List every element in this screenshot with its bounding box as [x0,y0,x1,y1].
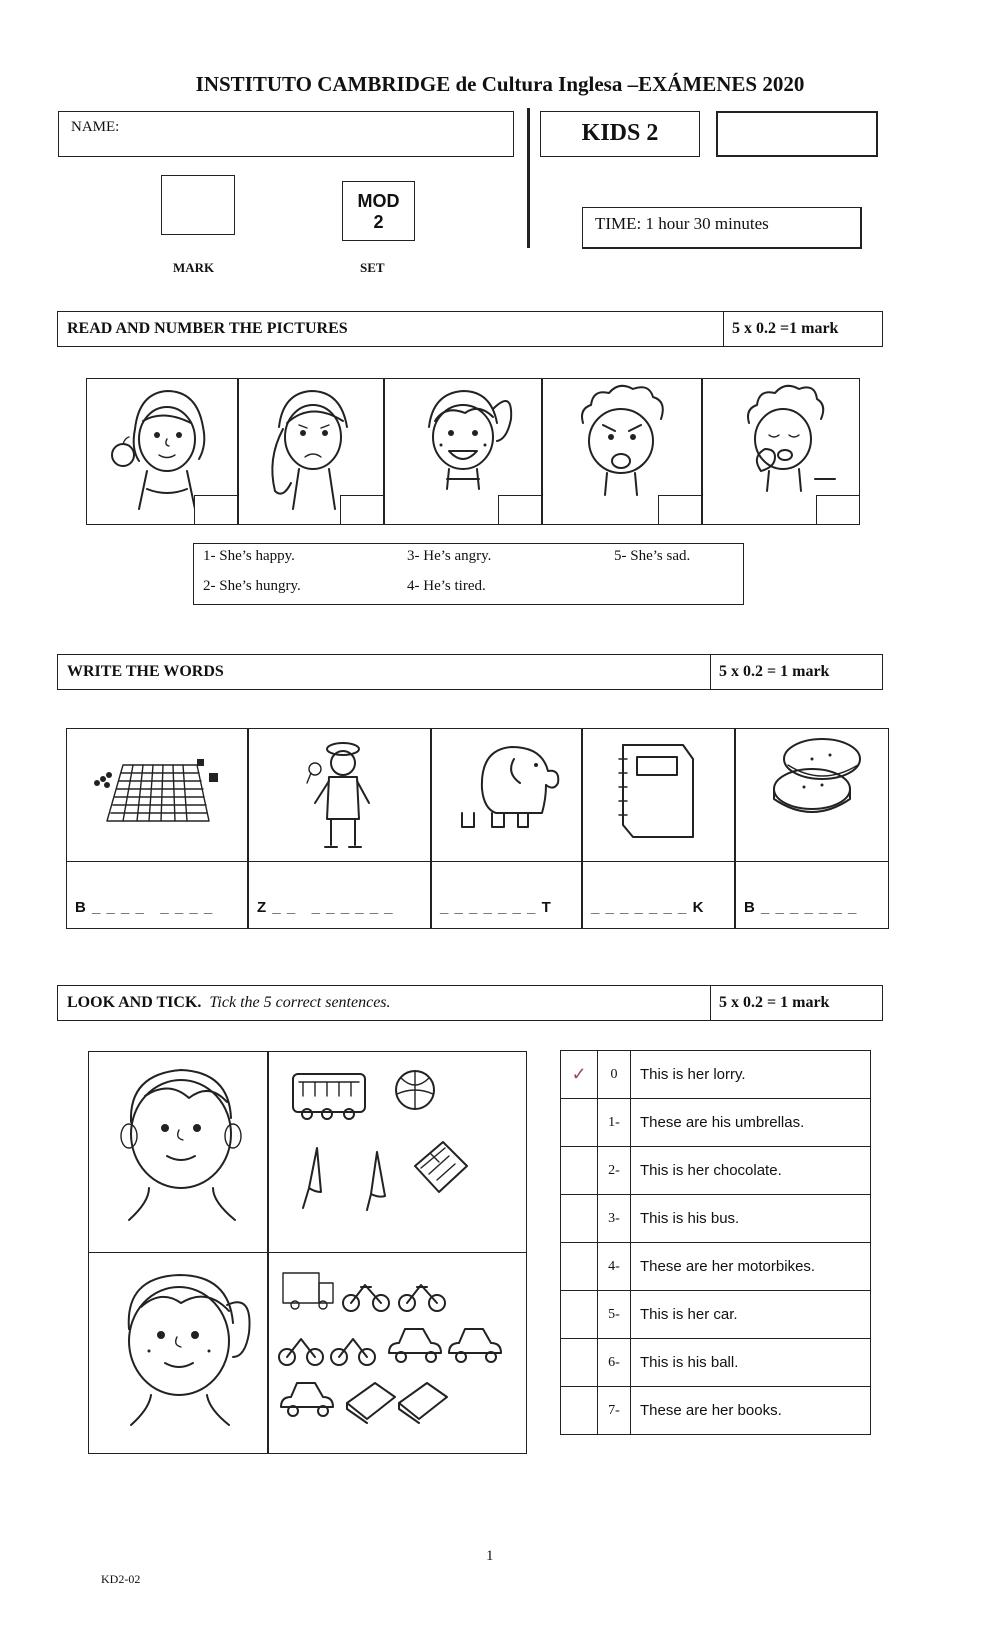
picture-elephant [431,728,582,862]
picture-happy-girl [384,378,542,525]
sentence-2: 2- She’s hungry. [203,578,301,594]
tick-row [561,1099,871,1147]
row-number: 2- [598,1147,631,1195]
tick-row [561,1147,871,1195]
boy-items [268,1051,527,1253]
boy-icon [89,1052,267,1252]
biscuits-icon [736,729,888,861]
tick-row [561,1195,871,1243]
picture-angry-boy [542,378,702,525]
section3-instruction: Tick the 5 correct sentences. [209,994,391,1011]
section1-score: 5 x 0.2 =1 mark [723,312,838,346]
time-label: TIME: 1 hour 30 minutes [582,207,862,249]
word-blank-2[interactable] [248,861,431,929]
lorry-motorbikes-cars-books-icon [269,1253,526,1453]
picture-tired-boy [702,378,860,525]
tick-box[interactable] [561,1099,598,1147]
sentence-4: 4- He’s tired. [407,578,486,594]
picture-biscuits [735,728,889,862]
row-number: 7- [598,1387,631,1435]
mod-label: MOD [357,191,400,211]
row-sentence: These are her books. [631,1387,871,1435]
bus-ball-umbrellas-chocolate-icon [269,1052,526,1252]
blank-notebook: _ _ _ _ _ _ _ K [591,899,705,916]
row-number: 3- [598,1195,631,1243]
document-code: KD2-02 [101,1572,141,1586]
row-sentence: This is her lorry. [631,1051,871,1099]
row-number: 4- [598,1243,631,1291]
notebook-icon [583,729,734,861]
row-number: 5- [598,1291,631,1339]
name-field[interactable] [58,111,514,157]
blank-biscuits: B _ _ _ _ _ _ _ [744,899,858,916]
row-sentence: This is his bus. [631,1195,871,1243]
section3-heading-wrap [67,994,391,1012]
answer-box[interactable] [658,495,702,525]
sentence-5: 5- She’s sad. [614,548,691,564]
section3-heading: LOOK AND TICK. [67,994,202,1011]
tick-row [561,1339,871,1387]
answer-box[interactable] [194,495,238,525]
set-box [342,181,415,241]
row-number: 1- [598,1099,631,1147]
row-number: 0 [598,1051,631,1099]
board-game-icon [67,729,247,861]
picture-zoo-keeper [248,728,431,862]
section1-header [57,311,883,347]
sentences-box [193,543,744,605]
mark-box[interactable] [161,175,235,235]
tick-box[interactable] [561,1243,598,1291]
tick-box[interactable] [561,1339,598,1387]
word-blank-1[interactable] [66,861,248,929]
tick-row [561,1243,871,1291]
section3-header [57,985,883,1021]
blank-zoo-keeper: Z _ _ _ _ _ _ _ _ [257,899,394,916]
sentence-1: 1- She’s happy. [203,548,295,564]
blank-board-game: B _ _ _ _ _ _ _ _ [75,899,214,916]
tick-row [561,1291,871,1339]
row-sentence: This is her car. [631,1291,871,1339]
set-label: SET [360,260,385,275]
tick-box[interactable] [561,1195,598,1243]
picture-hungry-girl [86,378,238,525]
picture-boy [88,1051,268,1253]
section2-header [57,654,883,690]
blank-elephant: _ _ _ _ _ _ _ T [440,899,552,916]
name-label: NAME: [71,119,120,135]
answer-box[interactable] [498,495,542,525]
picture-sad-girl [238,378,384,525]
word-blank-3[interactable] [431,861,582,929]
tick-box[interactable] [561,1387,598,1435]
row-sentence: These are her motorbikes. [631,1243,871,1291]
girl-items [268,1252,527,1454]
mark-label: MARK [173,260,215,275]
girl-icon [89,1253,267,1453]
row-sentence: This is her chocolate. [631,1147,871,1195]
words-pictures-row [66,728,889,862]
row-sentence: These are his umbrellas. [631,1099,871,1147]
word-blank-4[interactable] [582,861,735,929]
elephant-icon [432,729,581,861]
row-sentence: This is his ball. [631,1339,871,1387]
tick-row [561,1387,871,1435]
section2-heading: WRITE THE WORDS [67,663,224,680]
answer-box[interactable] [816,495,860,525]
picture-board-game [66,728,248,862]
tick-row [561,1051,871,1099]
header-divider [527,108,530,248]
word-blank-5[interactable] [735,861,889,929]
answer-box[interactable] [340,495,384,525]
section3-score: 5 x 0.2 = 1 mark [710,986,829,1020]
faces-row [86,378,860,525]
row-number: 6- [598,1339,631,1387]
section2-score: 5 x 0.2 = 1 mark [710,655,829,689]
exam-title: INSTITUTO CAMBRIDGE de Cultura Inglesa –EXÁMENES 2020 [195,72,805,96]
picture-girl [88,1252,268,1454]
tick-table [560,1050,871,1435]
tick-box[interactable]: ✓ [561,1051,598,1099]
tick-box[interactable] [561,1147,598,1195]
zoo-keeper-icon [249,729,430,861]
picture-notebook [582,728,735,862]
page-number: 1 [486,1548,494,1564]
mod-number: 2 [373,212,384,232]
sentence-3: 3- He’s angry. [407,548,492,564]
level-score-box[interactable] [716,111,878,157]
tick-box[interactable] [561,1291,598,1339]
level-label: KIDS 2 [540,111,700,157]
words-blanks-row [66,861,889,929]
section1-heading: READ AND NUMBER THE PICTURES [67,320,348,337]
